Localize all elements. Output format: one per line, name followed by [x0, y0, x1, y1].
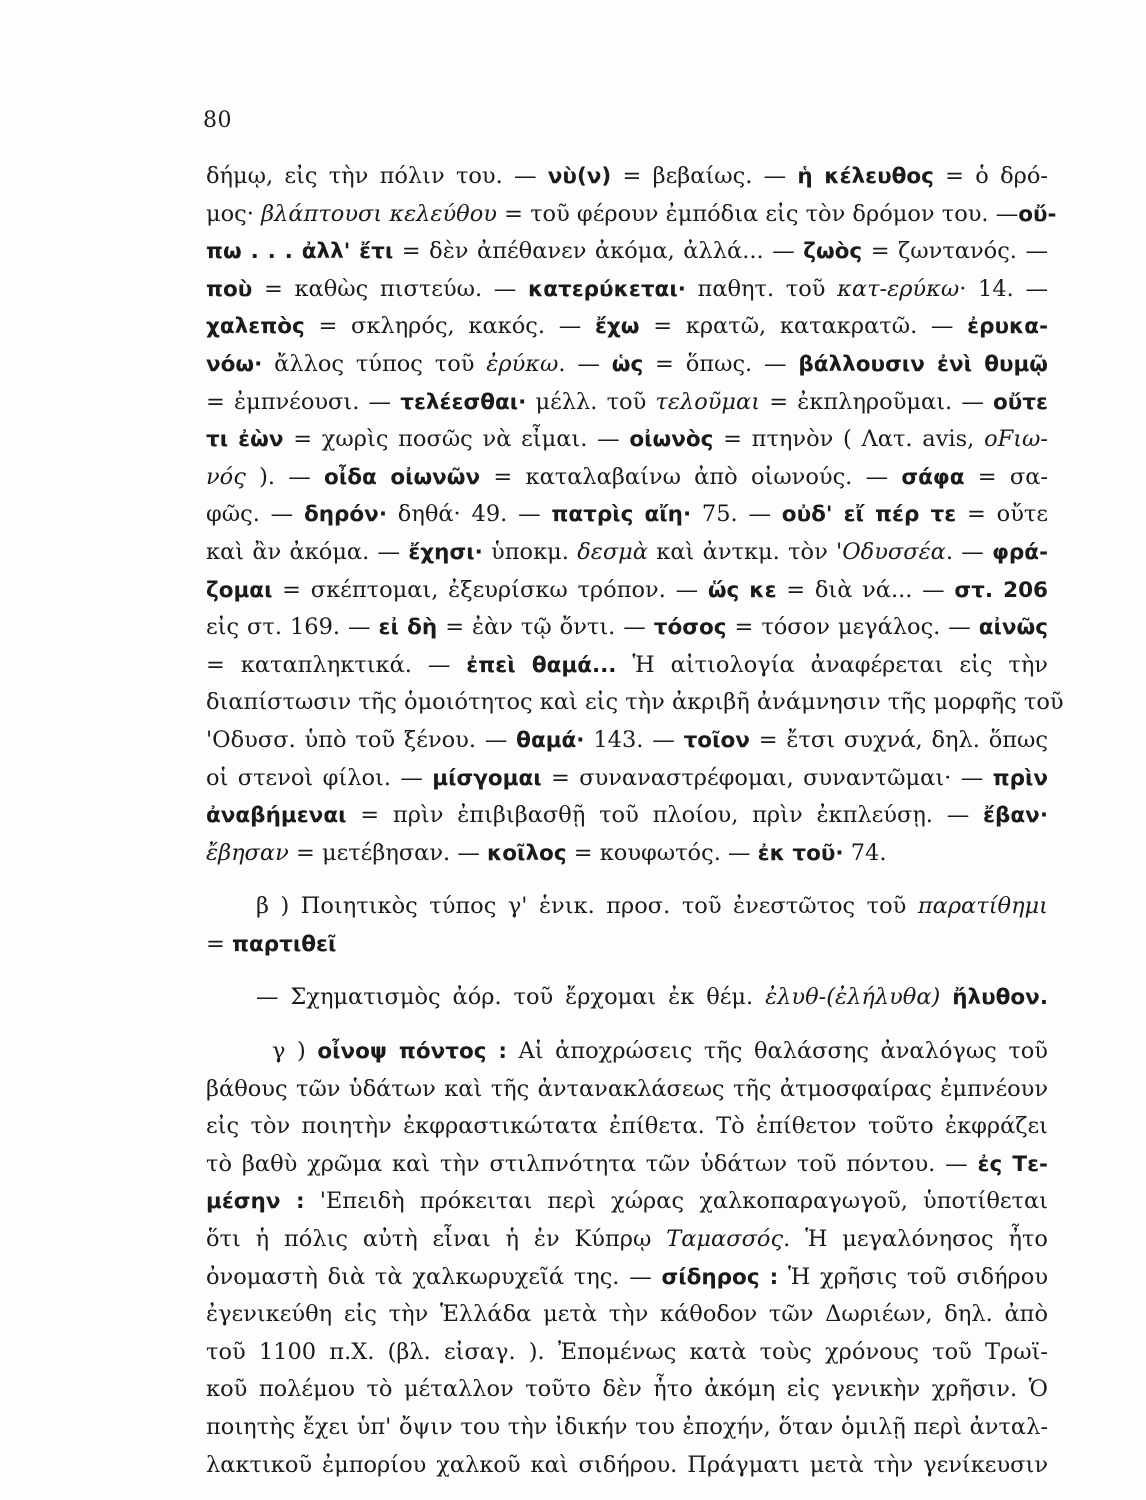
- body-text: = ἐμπνέουσι. —: [206, 388, 401, 415]
- headword-term: κατερύκεται·: [527, 276, 686, 302]
- headword-term: παρτιθεῖ: [232, 931, 337, 957]
- body-text: = διὰ νά... —: [776, 576, 955, 603]
- headword-term: οἶδα οἰωνῶν: [324, 464, 481, 490]
- headword-term: οἰωνὸς: [629, 427, 714, 453]
- body-text: = καταπληκτικά. —: [206, 651, 467, 678]
- body-text: οἱ στενοὶ φίλοι. —: [206, 764, 433, 791]
- text-line: [206, 1259, 1048, 1297]
- text-line: [206, 534, 1048, 572]
- body-text: = ὁ δρό-: [933, 163, 1049, 189]
- text-line: [206, 1108, 1048, 1146]
- glossary-text-block: [206, 158, 1064, 1484]
- body-text: 75. —: [691, 501, 782, 528]
- body-text: 143. —: [584, 726, 684, 753]
- body-text: = ἐὰν τῷ ὄντι. —: [437, 614, 654, 641]
- body-text: . Ἡ μεγαλόνησος ἦτο: [783, 1226, 1048, 1253]
- body-text: =: [206, 930, 233, 957]
- body-text: τοῦ 1100 π.Χ. (βλ. εἰσαγ. ). Ἐπομένως κατὰ τοὺς χρόνους τοῦ Τρωϊ-: [206, 1338, 1048, 1365]
- text-line: [206, 647, 1048, 685]
- headword-term: οὔ-: [1018, 201, 1057, 227]
- body-text: καὶ ἂν ἀκόμα. —: [206, 538, 409, 565]
- headword-term: δηρόν·: [303, 502, 387, 528]
- headword-term: τόσος: [653, 615, 727, 641]
- body-text: = χωρὶς ποσῶς νὰ εἶμαι. —: [283, 426, 630, 453]
- body-text: = μετέβησαν. —: [288, 839, 488, 866]
- body-text: ὑποκμ.: [482, 538, 578, 565]
- headword-term: ἔβαν·: [983, 803, 1048, 829]
- headword-term: ἐκ τοῦ·: [757, 840, 844, 866]
- italic-text: ἐρύκω: [486, 350, 559, 377]
- body-text: 'Επειδὴ πρόκειται περὶ χώρας χαλκοπαραγωγοῦ, ὑποτίθεται: [304, 1188, 1048, 1215]
- body-text: = κουφωτός. —: [566, 839, 758, 866]
- headword-term: ζωὸς: [803, 239, 863, 265]
- text-line: [206, 1033, 1048, 1071]
- italic-text: νός: [206, 463, 246, 490]
- page-number: 80: [203, 108, 232, 133]
- body-text: λακτικοῦ ἐμπορίου χαλκοῦ καὶ σιδήρου. Πράγματι μετὰ τὴν γενίκευσιν: [206, 1451, 1048, 1478]
- body-text: τὸ βαθὺ χρῶμα καὶ τὴν στιλπνότητα τῶν ὑδάτων τοῦ πόντου. —: [206, 1150, 978, 1177]
- headword-term: ἐρυκα-: [967, 314, 1049, 340]
- headword-term: ἀναβήμεναι: [206, 803, 347, 829]
- text-line: [206, 1371, 1048, 1409]
- italic-text: παρατίθημι: [917, 893, 1048, 920]
- italic-text: Ταμασσός: [666, 1226, 784, 1253]
- headword-term: κοῖλος: [487, 840, 567, 866]
- headword-term: ἤλυθον.: [952, 985, 1048, 1011]
- body-text: = καταλαβαίνω ἀπὸ οἰωνούς. —: [480, 463, 902, 490]
- body-text: = κρατῶ, κατακρατῶ. —: [639, 313, 968, 340]
- body-text: = πρὶν ἐπιβιβασθῇ τοῦ πλοίου, πρὶν ἐκπλεύσῃ. —: [346, 802, 984, 829]
- body-text: = οὔτε: [956, 501, 1048, 528]
- italic-text: ἐλυθ-(ἐλήλυθα): [765, 984, 941, 1011]
- headword-term: ὡς: [611, 351, 644, 377]
- headword-term: ἐς Τε-: [977, 1151, 1048, 1177]
- body-text: γ ): [272, 1038, 318, 1065]
- body-text: = συναναστρέφομαι, συναντῶμαι· —: [541, 764, 993, 791]
- headword-term: σάφα: [901, 464, 965, 490]
- body-text: = βεβαίως. —: [611, 163, 798, 189]
- text-line: [206, 1334, 1048, 1372]
- body-text: = σκέπτομαι, ἐξευρίσκω τρόπον. —: [272, 576, 708, 603]
- headword-term: πατρὶς αἴη·: [551, 502, 692, 528]
- body-text: μος·: [206, 200, 262, 227]
- italic-text: ἔβησαν: [206, 839, 289, 866]
- text-line: [206, 572, 1048, 610]
- body-text: εἰς στ. 169. —: [206, 614, 379, 641]
- body-text: = ζωντανός. —: [862, 238, 1048, 265]
- text-line: [206, 797, 1048, 835]
- body-text: ἐγενικεύθη εἰς τὴν Ἑλλάδα μετὰ τὴν κάθοδον τῶν Δωριέων, δηλ. ἀπὸ: [206, 1301, 1048, 1328]
- body-text: [940, 984, 952, 1010]
- headword-term: οἶνοψ πόντος :: [317, 1039, 507, 1065]
- body-text: β ) Ποιητικὸς τύπος γ' ἑνικ. προσ. τοῦ ἐνεστῶτος τοῦ: [256, 893, 918, 920]
- text-line: [206, 926, 1048, 964]
- italic-text: oFιω-: [984, 426, 1048, 453]
- text-line: [206, 308, 1048, 346]
- text-line: [206, 233, 1048, 271]
- body-text: — Σχηματισμὸς ἀόρ. τοῦ ἔρχομαι ἐκ θέμ.: [256, 984, 766, 1011]
- italic-text: κατ-ερύκω: [837, 275, 960, 302]
- text-line: [206, 1221, 1048, 1259]
- body-text: διαπίστωσιν τῆς ὁμοιότητος καὶ εἰς τὴν ἀκριβῆ ἀνάμνησιν τῆς μορφῆς τοῦ: [206, 689, 1064, 716]
- headword-term: πω . . . ἀλλ' ἔτι: [206, 239, 394, 265]
- headword-term: ἔχησι·: [408, 539, 483, 565]
- headword-term: αἰνῶς: [978, 615, 1048, 641]
- headword-term: σίδηρος :: [661, 1264, 779, 1290]
- headword-term: νόω·: [206, 351, 263, 377]
- text-line: [206, 835, 1048, 873]
- text-line: [206, 684, 1064, 722]
- headword-term: θαμά·: [516, 727, 585, 753]
- headword-term: χαλεπὸς: [206, 314, 305, 340]
- body-text: = τοῦ φέρουν ἐμπόδια εἰς τὸν δρόμον του. —: [496, 200, 1019, 227]
- body-text: Ἡ αἰτιολογία ἀναφέρεται εἰς τὴν: [616, 651, 1048, 678]
- italic-text: δεσμὰ: [577, 538, 648, 565]
- headword-term: πρὶν: [992, 765, 1049, 791]
- body-text: . —: [945, 538, 993, 565]
- headword-term: μίσγομαι: [432, 765, 542, 791]
- text-line: [206, 421, 1048, 459]
- text-line: [206, 158, 1048, 196]
- body-text: = ἐκπληροῦμαι. —: [760, 388, 994, 415]
- headword-term: βάλλουσιν ἐνὶ θυμῷ: [798, 351, 1048, 377]
- body-text: μέλλ. τοῦ: [526, 388, 656, 415]
- text-line: [206, 979, 1048, 1017]
- body-text: = καθὼς πιστεύω. —: [252, 275, 528, 302]
- body-text: . —: [558, 350, 612, 377]
- body-text: κοῦ πολέμου τὸ μέταλλον τοῦτο δὲν ἦτο ἀκόμη εἰς γενικὴν χρῆσιν. Ὁ: [206, 1376, 1048, 1403]
- text-line: [206, 1146, 1048, 1184]
- text-line: [206, 459, 1048, 497]
- body-text: = σκληρός, κακός. —: [304, 313, 595, 340]
- text-line: [206, 1409, 1048, 1447]
- text-line: [206, 1071, 1048, 1109]
- body-text: φῶς. —: [206, 501, 304, 528]
- headword-term: οὐδ' εἴ πέρ τε: [781, 502, 957, 528]
- headword-term: ἐπεὶ θαμά...: [466, 652, 617, 678]
- body-text: δήμῳ, εἰς τὴν πόλιν του. —: [206, 163, 548, 189]
- text-line: [206, 722, 1048, 760]
- body-text: καὶ ἀντκμ. τὸν: [648, 538, 837, 565]
- text-line: [206, 496, 1048, 534]
- body-text: ὅτι ἡ πόλις αὐτὴ εἶναι ἡ ἐν Κύπρῳ: [206, 1226, 667, 1253]
- headword-term: μέσην :: [206, 1189, 305, 1215]
- italic-text: 'Οδυσσέα: [836, 538, 946, 565]
- headword-term: νὺ(ν): [547, 164, 612, 189]
- text-line: [206, 196, 1057, 234]
- body-text: εἰς τὸν ποιητὴν ἐκφραστικώτατα ἐπίθετα. Τὸ ἐπίθετον τοῦτο ἐκφράζει: [206, 1113, 1048, 1140]
- text-line: [206, 1447, 1048, 1485]
- body-text: Ἡ χρῆσις τοῦ σιδήρου: [778, 1263, 1048, 1290]
- body-text: 'Οδυσσ. ὑπὸ τοῦ ξένου. —: [206, 726, 517, 753]
- body-text: = πτηνὸν ( Λατ. avis,: [713, 426, 985, 453]
- body-text: ). —: [245, 463, 325, 490]
- text-line: [206, 384, 1048, 422]
- headword-term: εἰ δὴ: [378, 615, 438, 641]
- headword-term: τελέεσθαι·: [400, 389, 527, 415]
- body-text: ὀνομαστὴ διὰ τὰ χαλκωρυχεῖά της. —: [206, 1263, 662, 1290]
- body-text: ἄλλος τύπος τοῦ: [262, 350, 487, 377]
- headword-term: φρά-: [992, 539, 1048, 565]
- text-line: [206, 888, 1048, 926]
- body-text: βάθους τῶν ὑδάτων καὶ τῆς ἀντανακλάσεως τῆς ἀτμοσφαίρας ἐμπνέουν: [206, 1075, 1048, 1102]
- italic-text: τελοῦμαι: [655, 388, 761, 415]
- body-text: · 14. —: [959, 275, 1048, 302]
- headword-term: τοῖον: [683, 727, 750, 753]
- body-text: = ὅπως. —: [643, 350, 799, 377]
- headword-term: οὔτε: [993, 389, 1048, 415]
- headword-term: στ. 206: [954, 577, 1048, 603]
- headword-term: ποὺ: [206, 276, 253, 302]
- text-line: [206, 346, 1048, 384]
- headword-term: τι ἐὼν: [206, 427, 284, 453]
- text-line: [206, 271, 1048, 309]
- body-text: 74.: [843, 839, 887, 866]
- text-line: [206, 1296, 1048, 1334]
- headword-term: ζομαι: [206, 577, 273, 603]
- body-text: δηθά· 49. —: [387, 501, 552, 528]
- body-text: = σα-: [964, 463, 1048, 490]
- headword-term: ὥς κε: [707, 577, 777, 603]
- body-text: = δὲν ἀπέθανεν ἀκόμα, ἀλλά... —: [393, 238, 804, 265]
- text-line: [206, 760, 1048, 798]
- text-line: [206, 1183, 1048, 1221]
- text-line: [206, 609, 1048, 647]
- body-text: = τόσον μεγάλος. —: [726, 614, 979, 641]
- italic-text: βλάπτουσι κελεύθου: [261, 200, 497, 227]
- body-text: ποιητὴς ἔχει ὑπ' ὄψιν του τὴν ἰδικήν του ἐποχήν, ὅταν ὁμιλῇ περὶ ἀνταλ-: [206, 1414, 1048, 1440]
- body-text: = ἔτσι συχνά, δηλ. ὅπως: [749, 726, 1048, 753]
- headword-term: ἔχω: [594, 314, 640, 340]
- headword-term: ἡ κέλευθος: [797, 164, 934, 189]
- body-text: παθητ. τοῦ: [685, 275, 838, 302]
- body-text: Αἱ ἀποχρώσεις τῆς θαλάσσης ἀναλόγως τοῦ: [506, 1038, 1048, 1065]
